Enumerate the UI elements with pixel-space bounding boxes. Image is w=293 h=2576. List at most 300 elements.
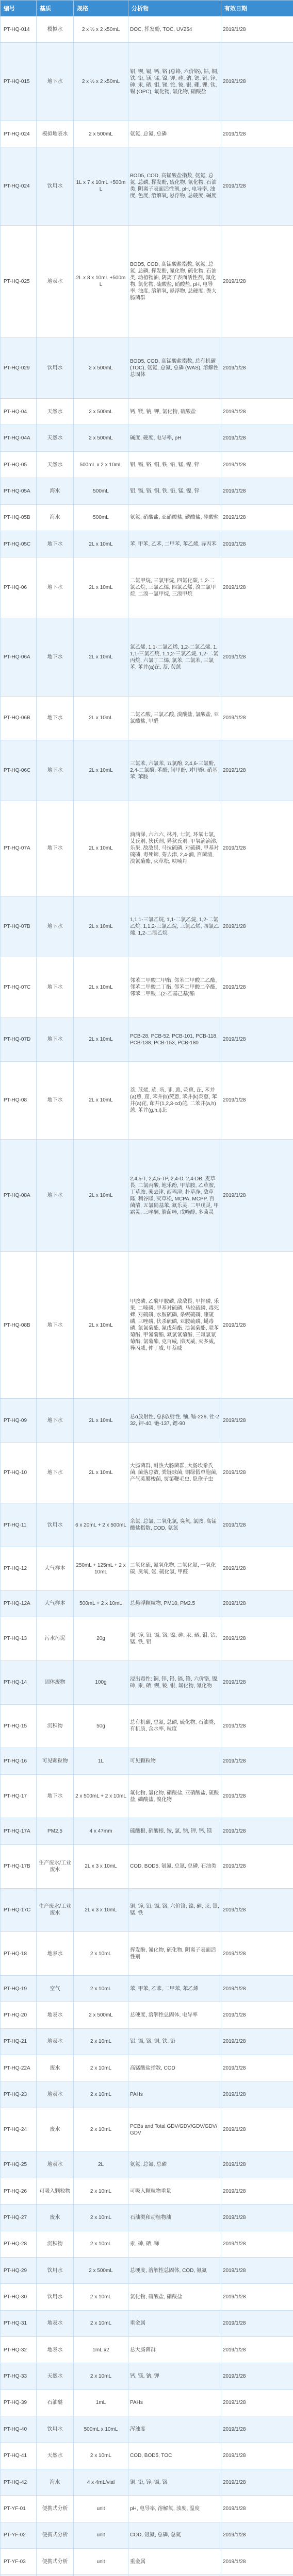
row-matrix: 饮用水 <box>37 2284 74 2310</box>
row-spec: 6 x 20mL + 2 x 500mL <box>74 1503 128 1547</box>
row-matrix: 天然水 <box>37 451 74 478</box>
row-expiry: 2019/1/28 <box>221 1888 293 1932</box>
row-spec: 500mL + 2 x 10mL <box>74 1590 128 1617</box>
row-matrix: 大气样本 <box>37 1590 74 1617</box>
row-matrix: 地下水 <box>37 557 74 618</box>
row-spec: 2 x 10mL <box>74 2081 128 2108</box>
row-analytes: 可见颗粒物 <box>128 1748 221 1774</box>
row-code: PT-HQ-05A <box>1 478 37 504</box>
table-row <box>1 2469 293 2495</box>
row-analytes: 总α放射性, 总β放射性, 铀, 镭-226, 钍-232, 钾-40, 铯-137, 锶-90 <box>128 1399 221 1443</box>
row-analytes: 邻苯二甲酸二甲酯, 邻苯二甲酸二乙酯, 邻苯二甲酸二丁酯, 邻苯二甲酸二辛酯, 邻苯二甲酸二(2-乙基己基)酯 <box>128 957 221 1018</box>
row-code: PT-HQ-08B <box>1 1252 37 1399</box>
row-expiry: 2019/1/28 <box>221 1617 293 1661</box>
table-row <box>1 2178 293 2204</box>
row-matrix: 便携式分析 <box>37 2548 74 2574</box>
row-code: PT-HQ-18 <box>1 1932 37 1976</box>
row-matrix: 地下水 <box>37 957 74 1018</box>
row-code: PT-HQ-28 <box>1 2231 37 2257</box>
row-analytes: 铝, 镉, 铬, 铜, 铁, 铅, 锰, 镍, 锌 <box>128 478 221 504</box>
row-analytes: 铝, 镉, 铬, 铜, 铁, 铅 <box>128 2028 221 2055</box>
row-code: PT-HQ-25 <box>1 2151 37 2178</box>
row-code: PT-HQ-14 <box>1 1660 37 1704</box>
row-expiry: 2019/1/28 <box>221 451 293 478</box>
row-spec: 2 x 500mL <box>74 399 128 425</box>
row-spec: 2 x 10mL <box>74 2363 128 2389</box>
row-spec: 500mL <box>74 478 128 504</box>
row-code: PT-HQ-07B <box>1 896 37 957</box>
table-row <box>1 740 293 801</box>
row-analytes: 石油类和动植物油 <box>128 2205 221 2231</box>
table-row <box>1 1252 293 1399</box>
row-code: PT-HQ-41 <box>1 2443 37 2469</box>
row-expiry: 2019/1/28 <box>221 1704 293 1748</box>
row-spec: 2L x 3 x 10mL <box>74 1888 128 1932</box>
row-spec: 2 x 10mL <box>74 1932 128 1976</box>
row-matrix: 天然水 <box>37 2443 74 2469</box>
row-code: PT-HQ-05B <box>1 504 37 531</box>
row-analytes: COD, BOD5, 氨氮, 总氮, 总磷, 石油类 <box>128 1844 221 1888</box>
table-row <box>1 478 293 504</box>
row-matrix: 生产废水/工业废水 <box>37 1888 74 1932</box>
row-code: PT-HQ-08 <box>1 1061 37 1140</box>
row-matrix: 饮用水 <box>37 1503 74 1547</box>
row-expiry: 2019/1/28 <box>221 2284 293 2310</box>
row-spec: 2 x 500mL <box>74 2002 128 2028</box>
table-body <box>1 16 293 2576</box>
row-matrix: 饮用水 <box>37 147 74 226</box>
row-matrix: 可吸入颗粒物 <box>37 2178 74 2204</box>
row-analytes: 甲胺磷, 乙酰甲胺磷, 敌敌畏, 甲拌磷, 乐果, 二嗪磷, 甲基对硫磷, 马拉硫磷, 毒死蜱, 对硫磷, 水胺硫磷, 杀螟硫磷, 喹硫磷, 三唑磷, 伏杀硫磷, 亚胺硫磷, 蝇毒磷, 氯氰菊酯, 氰戊菊酯, 溴氰菊酯, 联苯菊酯, 甲氰菊酯, 氟氯氰菊酯, 三氟氯氰菊酯, 氯菊酯, 克百威, 涕灭威, 灭多威, 异丙威, 仲丁威, 甲萘威 <box>128 1252 221 1399</box>
row-spec: 2 x 10mL <box>74 2231 128 2257</box>
row-matrix: 地表水 <box>37 2028 74 2055</box>
row-spec: 1mL x2 <box>74 2337 128 2363</box>
row-spec: 2 x 10mL <box>74 2310 128 2336</box>
row-code: PT-HQ-029 <box>1 337 37 398</box>
table-row <box>1 504 293 531</box>
row-matrix: 地表水 <box>37 2337 74 2363</box>
table-row <box>1 618 293 697</box>
table-row <box>1 1590 293 1617</box>
row-code: PT-HQ-07D <box>1 1018 37 1061</box>
row-expiry: 2019/1/28 <box>221 1399 293 1443</box>
row-expiry: 2019/1/28 <box>221 2337 293 2363</box>
row-code: PT-HQ-17B <box>1 1844 37 1888</box>
row-code: PT-HQ-024 <box>1 147 37 226</box>
row-matrix: 地表水 <box>37 225 74 337</box>
row-code: PT-HQ-29 <box>1 2257 37 2283</box>
row-matrix: 地下水 <box>37 531 74 557</box>
row-analytes: 总有机碳, 总氮, 总磷, 硫化物, 石油类, 有机质, 含水率, 粒度 <box>128 1704 221 1748</box>
row-analytes: PCBs and Total GDV/GDV/GDV/GDV/GDV <box>128 2108 221 2151</box>
row-analytes: 可吸入颗粒物重量 <box>128 2178 221 2204</box>
row-code: PT-HQ-06B <box>1 696 37 740</box>
row-spec: 2 x 10mL <box>74 2205 128 2231</box>
row-matrix: 饮用水 <box>37 337 74 398</box>
row-matrix: 地下水 <box>37 1252 74 1399</box>
row-expiry: 2019/1/28 <box>221 2257 293 2283</box>
row-analytes: BOD5, COD, 高锰酸盐指数, 总有机碳 (TOC), 氨氮, 总氮, 总磷 (WAS), 溶解性总固体 <box>128 337 221 398</box>
row-matrix: 沉积物 <box>37 2231 74 2257</box>
header-analytes: 分析物 <box>128 1 221 16</box>
row-expiry: 2019/1/28 <box>221 478 293 504</box>
row-spec: unit <box>74 2496 128 2522</box>
table-row <box>1 1704 293 1748</box>
row-analytes: BOD5, COD, 高锰酸盐指数, 氨氮, 总氮, 总磷, 挥发酚, 硫化物, 氰化物, 石油类, 阴离子表面活性剂, pH, 电导率, 浊度, 色度, 溶解氧, 悬浮物, 总硬度, 碱度 <box>128 147 221 226</box>
row-code: PT-HQ-33 <box>1 2363 37 2389</box>
row-expiry: 2019/1/28 <box>221 1975 293 2002</box>
table-header-row <box>1 1 293 16</box>
row-analytes: 大肠菌群, 耐热大肠菌群, 大肠埃希氏菌, 菌落总数, 粪链球菌, 铜绿假单胞菌, 产气荚膜梭菌, 贾第鞭毛虫, 隐孢子虫 <box>128 1443 221 1503</box>
row-code: PT-HQ-06C <box>1 740 37 801</box>
row-expiry: 2019/1/28 <box>221 957 293 1018</box>
table-row <box>1 696 293 740</box>
row-spec: 2 x 10mL <box>74 2443 128 2469</box>
row-analytes: 1,1,1-三氯乙烷, 1,1-二氯乙烷, 1,2-二氯乙烷, 1,1,2-三氯乙烷, 三氯乙烯, 四氯乙烯, 1,2-二溴乙烷 <box>128 896 221 957</box>
table-row <box>1 1547 293 1591</box>
row-code: PT-YF-01 <box>1 2496 37 2522</box>
row-analytes: 苯, 甲苯, 乙苯, 二甲苯, 苯乙烯, 异丙苯 <box>128 531 221 557</box>
table-row <box>1 2081 293 2108</box>
row-matrix: 石油醚 <box>37 2389 74 2416</box>
row-analytes: pH, 电导率, 溶解氧, 浊度, 温度 <box>128 2496 221 2522</box>
row-spec: 2L x 10mL <box>74 1443 128 1503</box>
row-code: PT-HQ-26 <box>1 2178 37 2204</box>
row-matrix: 地下水 <box>37 696 74 740</box>
row-spec: 2 x 10mL <box>74 2108 128 2151</box>
row-matrix: 沉积物 <box>37 1704 74 1748</box>
row-matrix: 废水 <box>37 2205 74 2231</box>
row-code: PT-HQ-32 <box>1 2337 37 2363</box>
table-row <box>1 16 293 43</box>
row-matrix: 地下水 <box>37 896 74 957</box>
table-row <box>1 147 293 226</box>
row-code: PT-HQ-40 <box>1 2416 37 2443</box>
row-code: PT-HQ-04A <box>1 425 37 451</box>
row-analytes: 萘, 苊烯, 苊, 芴, 菲, 蒽, 荧蒽, 芘, 苯并(a)蒽, 䓛, 苯并(b)荧蒽, 苯并(k)荧蒽, 苯并(a)芘, 茚并(1,2,3-cd)芘, 二苯并(a,h)蒽, 苯并(g,h,i)苝 <box>128 1061 221 1140</box>
row-code: PT-HQ-11 <box>1 1503 37 1547</box>
row-analytes: 氟化物, 氯化物, 硝酸盐, 亚硝酸盐, 硫酸盐, 磷酸盐, 溴化物 <box>128 1774 221 1818</box>
row-matrix: 模拟地表水 <box>37 121 74 147</box>
row-spec: 2 x 500mL <box>74 2257 128 2283</box>
row-code: PT-HQ-17A <box>1 1818 37 1844</box>
row-matrix: 废水 <box>37 2108 74 2151</box>
row-analytes: PCB-28, PCB-52, PCB-101, PCB-118, PCB-138, PCB-153, PCB-180 <box>128 1018 221 1061</box>
row-matrix: 废水 <box>37 2055 74 2081</box>
row-expiry: 2019/1/28 <box>221 2108 293 2151</box>
row-analytes: 二氯乙酸, 三氯乙酸, 溴酸盐, 氯酸盐, 亚氯酸盐, 甲醛 <box>128 696 221 740</box>
row-matrix: 地下水 <box>37 1061 74 1140</box>
row-analytes: 2,4,5-T, 2,4,5-TP, 2,4-D, 2,4-DB, 麦草畏, 二氯丙酸, 地乐酚, 甲草胺, 乙草胺, 丁草胺, 莠去津, 西玛津, 扑草净, 敌草隆, 利谷隆, 灭草松, MCPA, MCPP, 百菌清, 五氯硝基苯, 氟乐灵, 二甲戊灵, 甲霜灵, 三唑酮, 腈菌唑, 戊唑醇, 多菌灵 <box>128 1140 221 1252</box>
row-analytes: 重金属 <box>128 2310 221 2336</box>
row-code: PT-HQ-30 <box>1 2284 37 2310</box>
row-code: PT-HQ-17 <box>1 1774 37 1818</box>
table-row <box>1 2548 293 2574</box>
table-row <box>1 1932 293 1976</box>
row-spec: 2 x ½ x 2 x50mL <box>74 16 128 43</box>
row-analytes: 氨氮, 总氮, 总磷 <box>128 2151 221 2178</box>
row-expiry: 2019/1/28 <box>221 696 293 740</box>
row-matrix: 饮用水 <box>37 2416 74 2443</box>
row-analytes: 高锰酸盐指数, COD <box>128 2055 221 2081</box>
row-matrix: 饮用水 <box>37 2257 74 2283</box>
table-row <box>1 1748 293 1774</box>
row-matrix: 空气 <box>37 1975 74 2002</box>
row-code: PT-HQ-05 <box>1 451 37 478</box>
row-analytes: 二氯甲烷, 三氯甲烷, 四氯化碳, 1,2-二氯乙烷, 三氯乙烯, 四氯乙烯, 溴二氯甲烷, 二溴一氯甲烷, 三溴甲烷 <box>128 557 221 618</box>
row-analytes: 铜, 锌, 铅, 镉, 铬, 镍, 砷, 汞, 硒, 钼, 钴, 锰, 铁, 铝 <box>128 1617 221 1661</box>
row-expiry: 2019/1/28 <box>221 399 293 425</box>
row-analytes: 总大肠菌群 <box>128 2337 221 2363</box>
table-row <box>1 2108 293 2151</box>
table-row <box>1 2443 293 2469</box>
row-expiry: 2019/1/28 <box>221 1932 293 1976</box>
row-code: PT-HQ-19 <box>1 1975 37 2002</box>
row-spec: 2 x 10mL <box>74 2284 128 2310</box>
row-analytes: 氯化物, 硫酸盐, 硝酸盐 <box>128 2284 221 2310</box>
table-row <box>1 2522 293 2548</box>
row-analytes: 重金属 <box>128 2548 221 2574</box>
table-row <box>1 1774 293 1818</box>
table-row <box>1 399 293 425</box>
table-row <box>1 2389 293 2416</box>
row-matrix: 地下水 <box>37 1018 74 1061</box>
row-matrix: 便携式分析 <box>37 2496 74 2522</box>
row-spec: 500mL x 10mL <box>74 2416 128 2443</box>
row-expiry: 2019/1/28 <box>221 2231 293 2257</box>
row-expiry: 2019/1/28 <box>221 618 293 697</box>
table-row <box>1 2284 293 2310</box>
table-row <box>1 2002 293 2028</box>
row-matrix: 大气样本 <box>37 1547 74 1591</box>
table-row <box>1 2337 293 2363</box>
row-matrix: 地下水 <box>37 1399 74 1443</box>
row-spec: 500mL x 2 x 10mL <box>74 451 128 478</box>
row-analytes: 氨氮, 总氮, 总磷 <box>128 121 221 147</box>
row-analytes: 汞, 砷, 硒, 锑 <box>128 2231 221 2257</box>
row-expiry: 2019/1/28 <box>221 1844 293 1888</box>
table-row <box>1 896 293 957</box>
row-spec: 2L x 10mL <box>74 1252 128 1399</box>
table-row <box>1 1018 293 1061</box>
table-row <box>1 557 293 618</box>
row-code: PT-HQ-13 <box>1 1617 37 1661</box>
row-expiry: 2019/1/28 <box>221 1503 293 1547</box>
row-code: PT-HQ-08A <box>1 1140 37 1252</box>
row-analytes: 二氧化硫, 氮氧化物, 二氧化氮, 一氧化碳, 臭氧, 氨, 硫化氢, 甲醛 <box>128 1547 221 1591</box>
row-expiry: 2019/1/28 <box>221 2205 293 2231</box>
row-matrix: 污水污泥 <box>37 1617 74 1661</box>
row-spec: 2L x 10mL <box>74 896 128 957</box>
row-spec: 2L <box>74 2151 128 2178</box>
row-expiry: 2019/1/28 <box>221 2443 293 2469</box>
row-analytes: 铝, 镉, 铬, 铜, 铁, 铅, 锰, 镍, 锌 <box>128 451 221 478</box>
row-spec: unit <box>74 2522 128 2548</box>
row-code: PT-HQ-09 <box>1 1399 37 1443</box>
row-matrix: 固体废物 <box>37 1660 74 1704</box>
row-expiry: 2019/1/28 <box>221 425 293 451</box>
row-code: PT-HQ-025 <box>1 225 37 337</box>
header-spec: 规格 <box>74 1 128 16</box>
row-spec: 2L x 10mL <box>74 957 128 1018</box>
row-spec: 2 x 10mL <box>74 1975 128 2002</box>
row-analytes: 总硬度, 溶解性总固体, 电导率 <box>128 2002 221 2028</box>
row-spec: 2L x 10mL <box>74 696 128 740</box>
row-matrix: 地下水 <box>37 1140 74 1252</box>
row-spec: 2L x 10mL <box>74 1140 128 1252</box>
row-expiry: 2019/1/28 <box>221 2002 293 2028</box>
table-row <box>1 1818 293 1844</box>
row-expiry: 2019/1/28 <box>221 2416 293 2443</box>
table-row <box>1 451 293 478</box>
row-expiry: 2019/1/28 <box>221 2496 293 2522</box>
row-spec: 2 x 500mL <box>74 425 128 451</box>
table-row <box>1 337 293 398</box>
table-row <box>1 2496 293 2522</box>
row-expiry: 2019/1/28 <box>221 147 293 226</box>
row-code: PT-HQ-16 <box>1 1748 37 1774</box>
row-expiry: 2019/1/28 <box>221 2178 293 2204</box>
row-spec: 2L x 10mL <box>74 557 128 618</box>
row-spec: 2L x 10mL <box>74 801 128 896</box>
row-analytes: 挥发酚, 氰化物, 硫化物, 阴离子表面活性剂 <box>128 1932 221 1976</box>
row-code: PT-HQ-23 <box>1 2081 37 2108</box>
table-row <box>1 2231 293 2257</box>
row-expiry: 2019/1/28 <box>221 1061 293 1140</box>
row-analytes: DOC, 挥发酚, TOC, UV254 <box>128 16 221 43</box>
row-expiry: 2019/1/28 <box>221 504 293 531</box>
row-code: PT-HQ-31 <box>1 2310 37 2336</box>
row-matrix: 海水 <box>37 2469 74 2495</box>
row-analytes: 氯乙烯, 1,1-二氯乙烯, 1,2-二氯乙烯, 1,1,1-三氯乙烷, 1,1,2-三氯乙烷, 1,2-二氯丙烷, 六氯丁二烯, 氯苯, 二氯苯, 三氯苯, 苯并(a)芘, 萘, 荧蒽 <box>128 618 221 697</box>
table-row <box>1 2205 293 2231</box>
row-spec: 2L x 10mL <box>74 1061 128 1140</box>
row-analytes: 铝, 钡, 镉, 钙, 铬 (总铬, 六价铬), 钴, 铜, 铁, 铅, 镁, 锰, 镍, 钾, 硅, 钠, 锶, 钒, 锌, 砷, 汞, 硒, 钼, 锑, 铊, 铍, 银, 硼, 锂, 钛, 锡 (OPC), 氟化物, 氯化物, 硝酸盐 <box>128 43 221 121</box>
table-row <box>1 957 293 1018</box>
row-expiry: 2019/1/28 <box>221 121 293 147</box>
row-code: PT-HQ-27 <box>1 2205 37 2231</box>
row-matrix: 地下水 <box>37 43 74 121</box>
row-spec: 20g <box>74 1617 128 1661</box>
row-expiry: 2019/1/28 <box>221 16 293 43</box>
row-matrix: 海水 <box>37 504 74 531</box>
table-row <box>1 1660 293 1704</box>
row-analytes: 总悬浮颗粒物, PM10, PM2.5 <box>128 1590 221 1617</box>
row-analytes: 氨氮, 硝酸盐, 亚硝酸盐, 磷酸盐, 硅酸盐 <box>128 504 221 531</box>
row-spec: 2 x 500mL + 2 x 10mL <box>74 1774 128 1818</box>
table-row <box>1 2310 293 2336</box>
table-row <box>1 425 293 451</box>
row-expiry: 2019/1/28 <box>221 801 293 896</box>
table-row <box>1 1844 293 1888</box>
row-expiry: 2019/1/28 <box>221 2055 293 2081</box>
row-analytes: COD, 氨氮, 总磷, 总氮 <box>128 2522 221 2548</box>
row-analytes: 浸出毒性: 铜, 锌, 铅, 镉, 铬, 六价铬, 镍, 砷, 汞, 硒, 钡, 铍, 银, 氟化物, 氰化物 <box>128 1660 221 1704</box>
row-code: PT-HQ-014 <box>1 16 37 43</box>
row-expiry: 2019/1/28 <box>221 1018 293 1061</box>
row-matrix: 地表水 <box>37 1932 74 1976</box>
row-matrix: 天然水 <box>37 399 74 425</box>
row-spec: 2L x 3 x 10mL <box>74 1844 128 1888</box>
table-row <box>1 2257 293 2283</box>
row-spec: 1L x 7 x 10mL +500mL <box>74 147 128 226</box>
row-spec: 2L x 10mL <box>74 1018 128 1061</box>
row-code: PT-HQ-39 <box>1 2389 37 2416</box>
row-code: PT-HQ-024 <box>1 121 37 147</box>
header-matrix: 基质 <box>37 1 74 16</box>
row-spec: 50g <box>74 1704 128 1748</box>
row-analytes: BOD5, COD, 高锰酸盐指数, 氨氮, 总氮, 总磷, 挥发酚, 氰化物, 硫化物, 石油类, 动植物油, 阴离子表面活性剂, 氟化物, 氯化物, 硫酸盐, 硝酸盐, pH, 电导率, 浊度, 溶解氧, 悬浮物, 总硬度, 粪大肠菌群 <box>128 225 221 337</box>
row-spec: 2 x 10mL <box>74 2055 128 2081</box>
row-spec: 4 x 47mm <box>74 1818 128 1844</box>
row-code: PT-HQ-06 <box>1 557 37 618</box>
row-expiry: 2019/1/28 <box>221 2522 293 2548</box>
row-code: PT-HQ-24 <box>1 2108 37 2151</box>
row-analytes: 铜, 锌, 铅, 镉, 铬, 六价铬, 镍, 砷, 汞, 银, 锰, 铁 <box>128 1888 221 1932</box>
row-expiry: 2019/1/28 <box>221 43 293 121</box>
row-code: PT-HQ-015 <box>1 43 37 121</box>
row-analytes: 碱度, 硬度, 电导率, pH <box>128 425 221 451</box>
row-matrix: 天然水 <box>37 2363 74 2389</box>
row-matrix: 天然水 <box>37 425 74 451</box>
row-expiry: 2019/1/28 <box>221 531 293 557</box>
row-spec: 4 x 4mL/vial <box>74 2469 128 2495</box>
table-row <box>1 1140 293 1252</box>
row-matrix: 地表水 <box>37 2081 74 2108</box>
header-expiry: 有效日期 <box>221 1 293 16</box>
table-row <box>1 1399 293 1443</box>
row-expiry: 2019/1/28 <box>221 1660 293 1704</box>
table-row <box>1 2028 293 2055</box>
row-expiry: 2019/1/28 <box>221 1774 293 1818</box>
row-spec: 2 x 10mL <box>74 2178 128 2204</box>
row-code: PT-HQ-15 <box>1 1704 37 1748</box>
table-row <box>1 801 293 896</box>
table-row <box>1 1443 293 1503</box>
row-expiry: 2019/1/28 <box>221 2151 293 2178</box>
table-row <box>1 531 293 557</box>
table-row <box>1 121 293 147</box>
row-matrix: 地下水 <box>37 1443 74 1503</box>
row-spec: 1mL <box>74 2389 128 2416</box>
row-matrix: 可见颗粒物 <box>37 1748 74 1774</box>
row-analytes: 总硬度, 溶解性总固体, COD, 氨氮 <box>128 2257 221 2283</box>
row-expiry: 2019/1/28 <box>221 2028 293 2055</box>
row-code: PT-HQ-06A <box>1 618 37 697</box>
row-spec: 250mL + 125mL + 2 x 10mL <box>74 1547 128 1591</box>
table-row <box>1 2055 293 2081</box>
row-analytes: PAHs <box>128 2389 221 2416</box>
row-analytes: 三氯苯, 六氯苯, 五氯酚, 2,4,6-三氯酚, 2,4-二氯酚, 苯酚, 间甲酚, 对甲酚, 硝基苯, 苯胺 <box>128 740 221 801</box>
row-analytes: PAHs <box>128 2081 221 2108</box>
row-spec: 2L x 8 x 10mL +500mL <box>74 225 128 337</box>
table-row <box>1 225 293 337</box>
row-expiry: 2019/1/28 <box>221 1748 293 1774</box>
row-code: PT-YF-02 <box>1 2522 37 2548</box>
row-matrix: 地表水 <box>37 2151 74 2178</box>
row-spec: 500mL <box>74 504 128 531</box>
row-expiry: 2019/1/28 <box>221 1443 293 1503</box>
row-spec: 1L <box>74 1748 128 1774</box>
row-analytes: 滴滴涕, 六六六, 林丹, 七氯, 环氧七氯, 艾氏剂, 狄氏剂, 异狄氏剂, 甲氧滴滴涕, 乐果, 敌敌畏, 马拉硫磷, 对硫磷, 甲基对硫磷, 毒死蜱, 莠去津, 2,4-滴, 百菌清, 溴氰菊酯, 灭草松, 呋喃丹 <box>128 801 221 896</box>
table-row <box>1 2416 293 2443</box>
row-matrix: 便携式分析 <box>37 2522 74 2548</box>
row-matrix: 生产废水/工业废水 <box>37 1844 74 1888</box>
row-code: PT-HQ-22A <box>1 2055 37 2081</box>
row-spec: 100g <box>74 1660 128 1704</box>
table-row <box>1 43 293 121</box>
row-code: PT-HQ-07A <box>1 801 37 896</box>
